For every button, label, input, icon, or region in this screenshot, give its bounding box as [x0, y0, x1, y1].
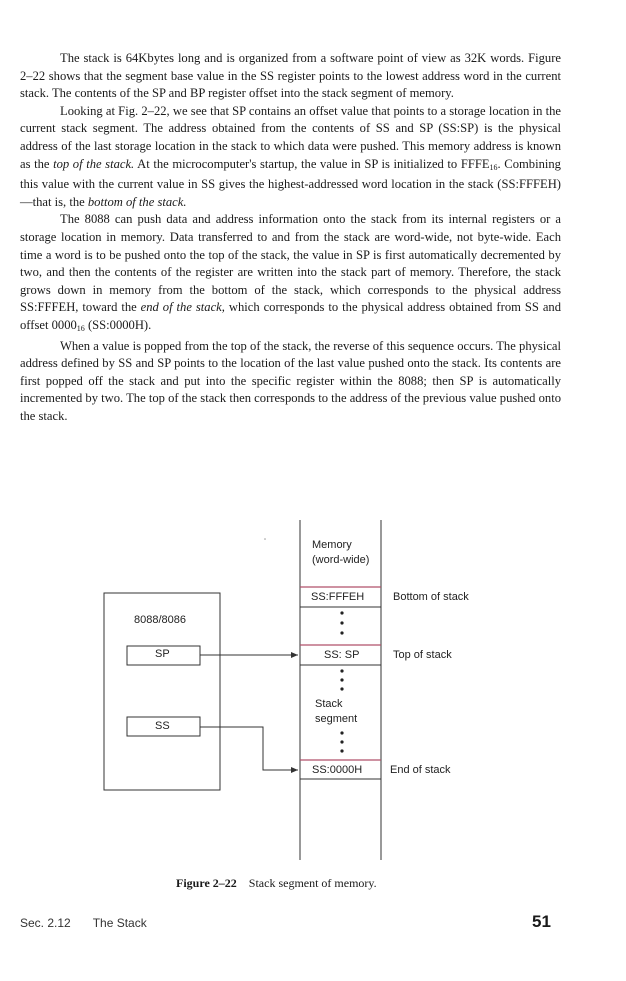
figure-number: Figure 2–22 [176, 876, 237, 890]
top-of-stack-label: Top of stack [393, 649, 452, 661]
paragraph-3: The 8088 can push data and address information onto the stack from its internal registers or a storage location in memory. Data transferred to and from the stack are word-wide, not byte-wide. Each time a word is to be pushed onto the top of the stack, the value in SP is first automatically decremented by two, and then the contents of the register are written into the stack part of memory. Therefore, the stack grows down in memory from the bottom of the stack, which corresponds to the physical address SS:FFFEH, toward the end of the stack, which corresponds to the physical address obtained from SS and offset $0000_{16}$ (SS:0000H). [20, 212, 562, 333]
figure-caption [176, 876, 377, 891]
speck [264, 538, 266, 540]
cell-ss-0000h: SS:0000H [312, 764, 363, 776]
running-footer [20, 916, 147, 930]
stack-label-line2: segment [315, 713, 358, 725]
page-number: 51 [532, 912, 551, 931]
section-number: Sec. 2.12 [20, 916, 71, 930]
ss-pointer-arrow [200, 727, 298, 770]
bottom-of-stack-label: Bottom of stack [393, 591, 469, 603]
paragraph-2: Looking at Fig. 2–22, we see that SP contains an offset value that points to a storage location in the current stack segment. The address obtained from the contents of SS and SP (SS:SP) is the physical address of the last storage location in the stack to which data were pushed. This memory address is known as the top of the stack. At the microcomputer's startup, the value in SP is initialized to $FFFE_{16}$. Combining this value with the current value in SS gives the highest-addressed word location in the stack (SS:FFFEH)—that is, the bottom of the stack. [20, 103, 561, 209]
memory-header-line1: Memory [312, 539, 352, 551]
stack-label-line1: Stack [315, 698, 343, 710]
stack-segment-diagram [0, 520, 626, 860]
diagram-lines [0, 520, 626, 860]
sp-label: SP [155, 648, 170, 660]
cpu-label: 8088/8086 [134, 614, 186, 626]
cell-ss-fffeh: SS:FFFEH [311, 591, 365, 603]
figure-caption-text: Stack segment of memory. [248, 876, 377, 890]
ellipsis-dots [340, 611, 343, 752]
paragraph-1: The stack is 64Kbytes long and is organized from a software point of view as 32K words. Figure 2–22 shows that the segment base value in the SS register points to the lowest address word in the current stack. The contents of the SP and BP register offset into the stack segment of memory. [20, 51, 561, 101]
body-text [20, 50, 561, 425]
ss-label: SS [155, 720, 170, 732]
end-of-stack-label: End of stack [390, 764, 451, 776]
memory-header-line2: (word-wide) [312, 554, 370, 566]
section-title: The Stack [92, 916, 147, 930]
paragraph-4: When a value is popped from the top of the stack, the reverse of this sequence occurs. The physical address defined by SS and SP points to the location of the last value pushed onto the stack. Its contents are first popped off the stack and put into the specific register within the 8088; then SP is automatically incremented by two. The top of the stack then corresponds to the address of the previous value pushed onto the stack. [20, 338, 561, 423]
cell-ss-sp: SS: SP [324, 649, 360, 661]
